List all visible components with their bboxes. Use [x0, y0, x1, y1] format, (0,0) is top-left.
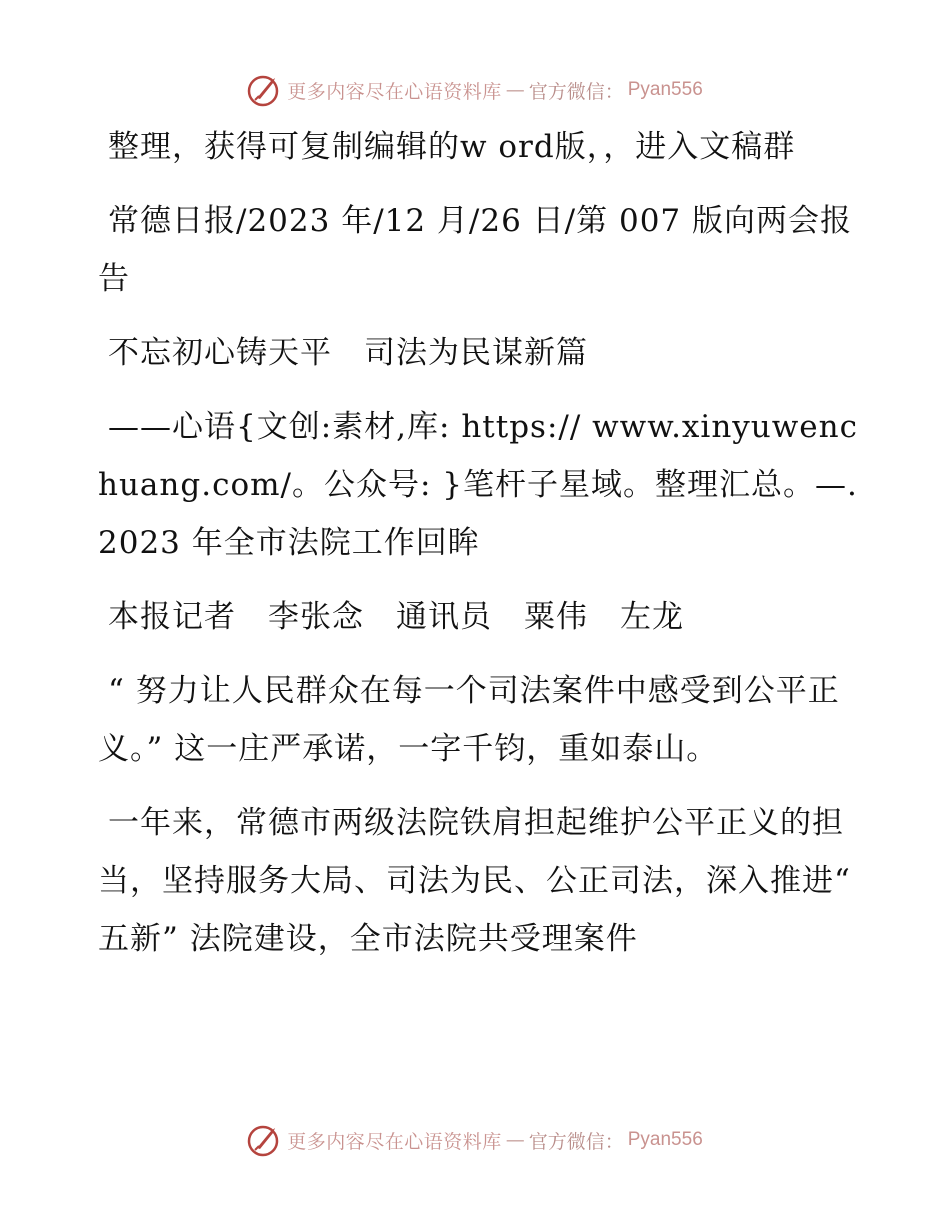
footer-watermark-banner [0, 1120, 950, 1160]
paragraph-source-line: 常德日报/2023 年/12 月/26 日/第 007 版向两会报告 [98, 203, 853, 297]
document-body [98, 118, 858, 984]
paragraph-intro-note: 整理，获得可复制编辑的w ord版，，进入文稿群 [108, 129, 796, 165]
paragraph-article-title: 不忘初心铸天平 司法为民谋新篇 [108, 335, 588, 371]
watermark-group [247, 1122, 703, 1158]
watermark-wechat-id: Pyan556 [627, 1129, 703, 1150]
watermark-wechat-id: Pyan556 [627, 79, 703, 100]
watermark-separator: — [505, 1129, 525, 1151]
paragraph-subtitle: ——心语{文创:素材,库: https:// www.xinyuwenchuang.com/。公众号: }笔杆子星域。整理汇总。—.2023 年全市法院工作回眸 [98, 409, 858, 561]
watermark-text: 更多内容尽在心语资料库 [287, 80, 502, 103]
watermark-wechat-label: 官方微信： [528, 80, 624, 103]
watermark-separator: — [505, 79, 525, 101]
paragraph-body: 一年来，常德市两级法院铁肩担起维护公平正义的担当，坚持服务大局、司法为民、公正司法，深入推进“ 五新” 法院建设，全市法院共受理案件 [98, 805, 851, 957]
header-watermark-banner [0, 70, 950, 110]
watermark-group [247, 72, 703, 108]
watermark-wechat-label: 官方微信： [528, 1130, 624, 1153]
quill-seal-icon [247, 1122, 283, 1158]
quill-seal-icon [247, 72, 283, 108]
paragraph-quote: “ 努力让人民群众在每一个司法案件中感受到公平正义。” 这一庄严承诺，一字千钧，重如泰山。 [98, 673, 840, 767]
paragraph-byline: 本报记者 李张念 通讯员 粟伟 左龙 [108, 599, 684, 635]
watermark-text: 更多内容尽在心语资料库 [287, 1130, 502, 1153]
